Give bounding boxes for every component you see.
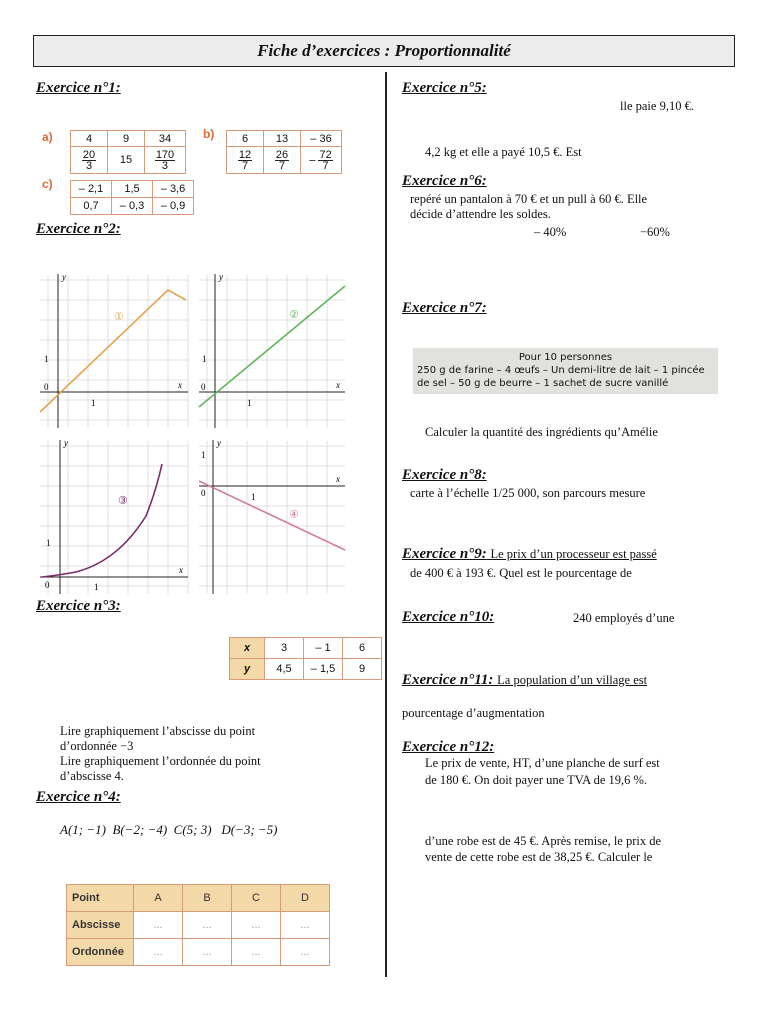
- ex3-y-1: 4,5: [265, 659, 304, 680]
- g3-tick-y: 1: [46, 538, 51, 548]
- ex4-table: [66, 884, 330, 966]
- g3-tick-x: 1: [94, 582, 99, 592]
- ex8-line-1: carte à l’échelle 1/25 000, son parcours mesure: [410, 486, 646, 500]
- ex4-abscisse-head: Abscisse: [67, 912, 134, 939]
- g3-y-label: y: [64, 438, 68, 448]
- ex1c-r2c1: 0,7: [71, 198, 112, 215]
- ex1c-r1c2: 1,5: [112, 181, 153, 198]
- g1-origin: 0: [44, 382, 49, 392]
- ex3-line-1: Lire graphiquement l’abscisse du point: [60, 724, 256, 738]
- ex12-line-2: de 180 €. On doit payer une TVA de 19,6 %.: [425, 773, 648, 787]
- g1-x-label: x: [178, 380, 182, 390]
- g2-tick-x: 1: [247, 398, 252, 408]
- ex3-table: [229, 637, 382, 680]
- ex1c-r2c3: – 0,9: [153, 198, 194, 215]
- ex12-title: Exercice n°12:: [402, 739, 495, 755]
- ex4-ord-a: ...: [134, 939, 183, 966]
- g2-y-label: y: [219, 272, 223, 282]
- ex1-title: Exercice n°1:: [36, 80, 121, 96]
- ex7-recipe-box: [413, 348, 718, 394]
- ex1a-r1c1: 4: [71, 131, 108, 147]
- graph-1: [38, 270, 190, 430]
- ex2-title: Exercice n°2:: [36, 221, 121, 237]
- g4-tick-x: 1: [251, 492, 256, 502]
- ex8-title: Exercice n°8:: [402, 467, 487, 483]
- ex7-recipe-head: Pour 10 personnes: [518, 352, 613, 363]
- ex1b-r2c2: $\frac{26}{7}$: [264, 147, 301, 174]
- g4-y-label: y: [217, 438, 221, 448]
- ex7-title: Exercice n°7:: [402, 300, 487, 316]
- ex3-y-3: 9: [343, 659, 382, 680]
- ex1-label-a: a): [42, 130, 53, 144]
- g1-tick-x: 1: [91, 398, 96, 408]
- ex4-point-b: B: [183, 885, 232, 912]
- ex6-pct-2: −60%: [640, 225, 670, 239]
- ex3-y-head: y: [230, 659, 265, 680]
- ex3-y-2: – 1,5: [304, 659, 343, 680]
- graph-3: [38, 436, 190, 596]
- ex6-line-1: repéré un pantalon à 70 € et un pull à 60 €. Elle: [410, 192, 648, 206]
- ex12-line-4: vente de cette robe est de 38,25 €. Calculer le: [425, 850, 653, 864]
- ex9-title: Exercice n°9:: [402, 546, 487, 562]
- ex4-point-head: Point: [67, 885, 134, 912]
- ex1a-r1c2: 9: [108, 131, 145, 147]
- page-title-box: [33, 35, 735, 67]
- ex4-ord-c: ...: [232, 939, 281, 966]
- ex4-title: Exercice n°4:: [36, 789, 121, 805]
- g2-origin: 0: [201, 382, 206, 392]
- ex7-recipe-line-1: 250 g de farine – 4 œufs – Un demi-litre de lait – 1 pincée: [417, 365, 705, 376]
- ex3-x-1: 3: [265, 638, 304, 659]
- g1-y-label: y: [62, 272, 66, 282]
- ex4-ord-b: ...: [183, 939, 232, 966]
- ex1-table-b: [226, 130, 342, 174]
- g4-label: ④: [289, 509, 299, 521]
- ex9-title-row: [402, 546, 657, 563]
- ex4-point-c: C: [232, 885, 281, 912]
- g3-origin: 0: [45, 580, 50, 590]
- ex4-ordonnee-head: Ordonnée: [67, 939, 134, 966]
- g4-x-label: x: [336, 474, 340, 484]
- ex1c-r2c2: – 0,3: [112, 198, 153, 215]
- ex6-title: Exercice n°6:: [402, 173, 487, 189]
- ex4-point-a: A: [134, 885, 183, 912]
- ex5-line-1: lle paie 9,10 €.: [620, 99, 694, 113]
- ex1a-r2c2: 15: [108, 147, 145, 174]
- ex12-line-1: Le prix de vente, HT, d’une planche de surf est: [425, 756, 660, 770]
- ex1a-r2c3: $\frac{170}{3}$: [145, 147, 186, 174]
- ex9-inline: Le prix d’un processeur est passé: [490, 547, 657, 561]
- graph-4: [197, 436, 347, 596]
- ex3-x-head: x: [230, 638, 265, 659]
- ex4-points: A(1; −1) B(−2; −4) C(5; 3) D(−3; −5): [60, 822, 278, 837]
- ex10-title: Exercice n°10:: [402, 609, 495, 625]
- ex7-recipe-line-2: de sel – 50 g de beurre – 1 sachet de sucre vanillé: [417, 378, 669, 389]
- g3-x-label: x: [179, 565, 183, 575]
- ex1a-r1c3: 34: [145, 131, 186, 147]
- g4-origin: 0: [201, 488, 206, 498]
- ex1c-r1c1: – 2,1: [71, 181, 112, 198]
- ex1b-r1c1: 6: [227, 131, 264, 147]
- ex3-line-4: d’abscisse 4.: [60, 769, 124, 783]
- ex4-abs-c: ...: [232, 912, 281, 939]
- ex5-line-2: 4,2 kg et elle a payé 10,5 €. Est: [425, 145, 582, 159]
- ex1c-r1c3: – 3,6: [153, 181, 194, 198]
- ex1b-r2c1: $\frac{12}{7}$: [227, 147, 264, 174]
- ex5-title: Exercice n°5:: [402, 80, 487, 96]
- page-title: Fiche d’exercices : Proportionnalité: [257, 41, 511, 60]
- ex1b-r1c2: 13: [264, 131, 301, 147]
- ex4-ord-d: ...: [281, 939, 330, 966]
- graph-2: [197, 270, 347, 430]
- ex3-x-2: – 1: [304, 638, 343, 659]
- ex4-abs-d: ...: [281, 912, 330, 939]
- ex9-line-2: de 400 € à 193 €. Quel est le pourcentage de: [410, 566, 632, 580]
- ex3-x-3: 6: [343, 638, 382, 659]
- column-divider: [385, 72, 387, 977]
- ex6-line-2: décide d’attendre les soldes.: [410, 207, 551, 221]
- ex3-line-3: Lire graphiquement l’ordonnée du point: [60, 754, 261, 768]
- ex10-text: 240 employés d’une: [573, 611, 675, 625]
- ex4-abs-b: ...: [183, 912, 232, 939]
- ex7-question: Calculer la quantité des ingrédients qu’Amélie: [425, 425, 658, 439]
- ex3-line-2: d’ordonnée −3: [60, 739, 134, 753]
- ex1-label-b: b): [203, 127, 215, 141]
- ex11-title-row: [402, 672, 647, 689]
- ex4-point-d: D: [281, 885, 330, 912]
- g1-label: ①: [114, 311, 124, 323]
- ex3-title: Exercice n°3:: [36, 598, 121, 614]
- g2-tick-y: 1: [202, 354, 207, 364]
- ex1a-r2c1: $\frac{20}{3}$: [71, 147, 108, 174]
- g2-label: ②: [289, 309, 299, 321]
- g3-label: ③: [118, 495, 128, 507]
- ex4-abs-a: ...: [134, 912, 183, 939]
- g4-tick-y: 1: [201, 450, 206, 460]
- ex1-label-c: c): [42, 177, 53, 191]
- ex6-pct-1: – 40%: [534, 225, 567, 239]
- ex11-inline: La population d’un village est: [497, 673, 648, 687]
- ex11-title: Exercice n°11:: [402, 672, 494, 688]
- ex1b-r2c3: – $\frac{72}{7}$: [301, 147, 342, 174]
- g2-x-label: x: [336, 380, 340, 390]
- ex1-table-c: [70, 180, 194, 215]
- ex12-line-3: d’une robe est de 45 €. Après remise, le prix de: [425, 834, 662, 848]
- ex1b-r1c3: – 36: [301, 131, 342, 147]
- ex1-table-a: [70, 130, 186, 174]
- g1-tick-y: 1: [44, 354, 49, 364]
- ex11-line-2: pourcentage d’augmentation: [402, 706, 545, 720]
